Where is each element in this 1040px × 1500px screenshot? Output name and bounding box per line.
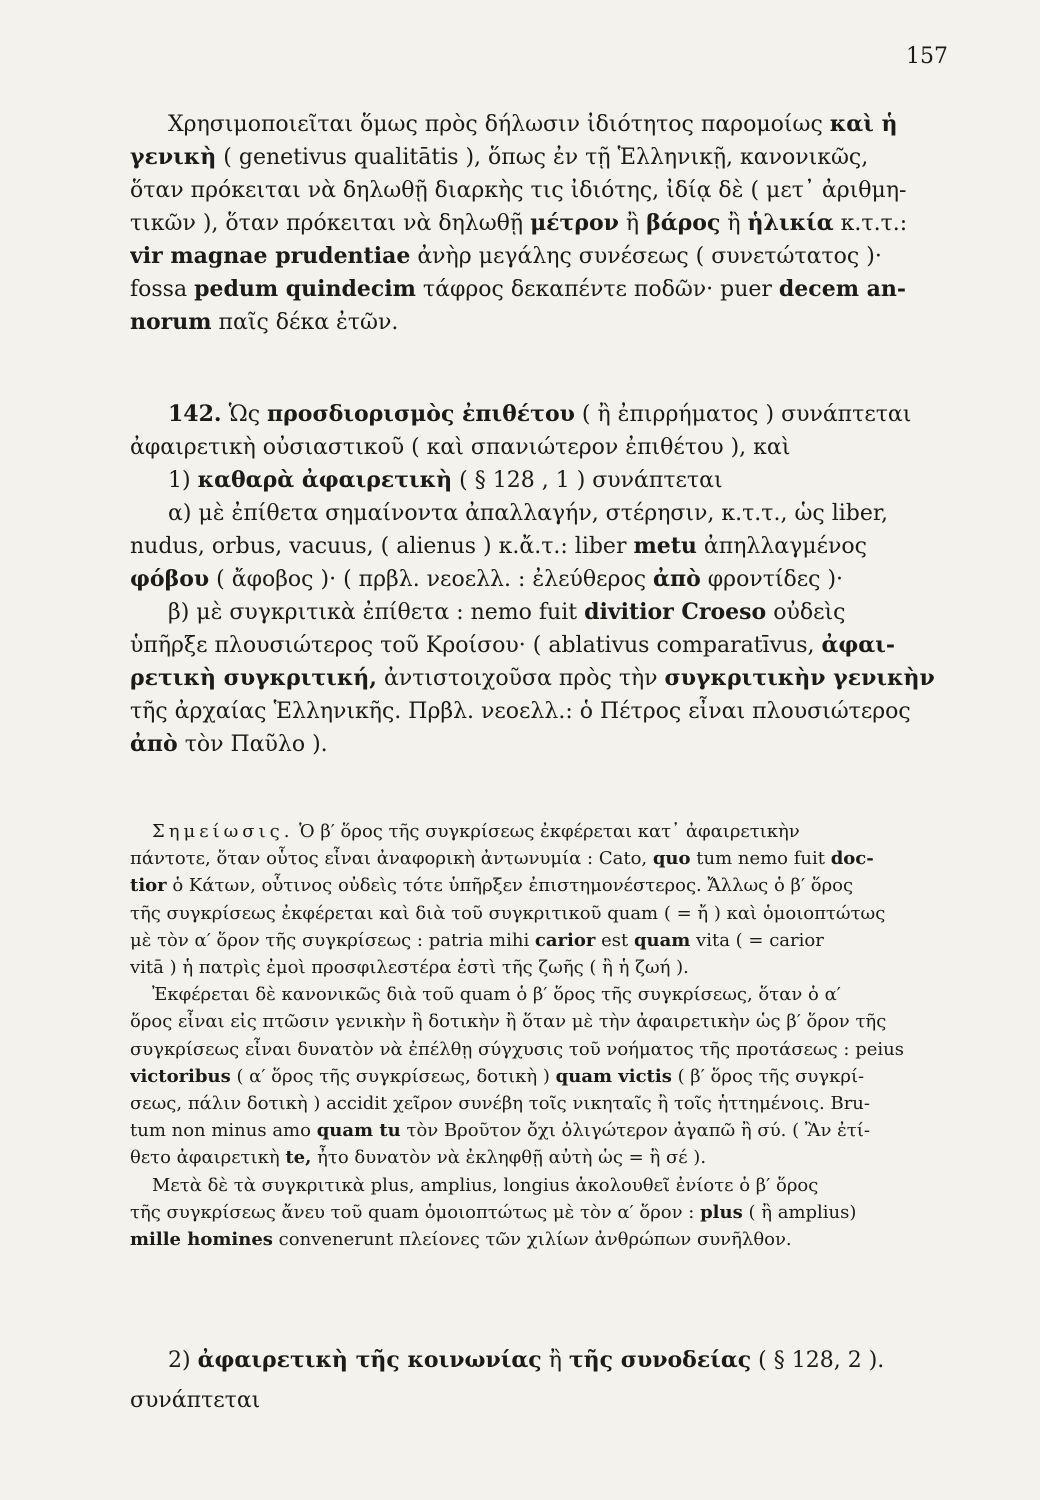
text-line: norum παῖς δέκα ἐτῶν. xyxy=(130,309,399,335)
text-line: πάντοτε, ὅταν οὗτος εἶναι ἀναφορικὴ ἀντωνυμία : Cato, quo tum nemo fuit doc- xyxy=(130,848,874,870)
text-line: vir magnae prudentiae ἀνὴρ μεγάλης συνέσεως ( συνετώτατος )· xyxy=(130,243,882,269)
text-line: ρετικὴ συγκριτική, ἀντιστοιχοῦσα πρὸς τὴν συγκριτικὴν γενικὴν xyxy=(130,665,935,691)
subsection-2-heading: 2) ἀφαιρετικὴ τῆς κοινωνίας ἢ τῆς συνοδείας ( § 128, 2 ). xyxy=(168,1347,885,1373)
text-line: ἀφαιρετικὴ οὐσιαστικοῦ ( καὶ σπανιώτερον ἐπιθέτου ), καὶ xyxy=(130,435,791,460)
text-line: τικῶν ), ὅταν πρόκειται νὰ δηλωθῇ μέτρον ἢ βάρος ἢ ἡλικία κ.τ.τ.: xyxy=(130,210,908,236)
text-line: μὲ τὸν α′ ὅρον τῆς συγκρίσεως : patria mihi carior est quam vita ( = carior xyxy=(130,929,824,951)
text-line: ἀπὸ τὸν Παῦλο ). xyxy=(130,731,328,757)
text-line: γενικὴ ( genetivus qualitātis ), ὅπως ἐν τῇ Ἑλληνικῇ, κανονικῶς, xyxy=(130,144,869,170)
text-line: β) μὲ συγκριτικὰ ἐπίθετα : nemo fuit divitior Croeso οὐδεὶς xyxy=(168,599,846,625)
text-line: ὅρος εἶναι εἰς πτῶσιν γενικὴν ἢ δοτικὴν ἢ ὅταν μὲ τὴν ἀφαιρετικὴν ὡς β′ ὅρον τῆς xyxy=(130,1011,887,1033)
text-line: σεως, πάλιν δοτικὴ ) accidit χεῖρον συνέβη τοῖς νικηταῖς ἢ τοῖς ἡττημένοις. Bru- xyxy=(130,1093,870,1115)
text-line: Χρησιμοποιεῖται ὅμως πρὸς δήλωσιν ἰδιότητος παρομοίως καὶ ἡ xyxy=(168,111,898,137)
subsection-1-heading: 1) καθαρὰ ἀφαιρετικὴ ( § 128 , 1 ) συνάπτεται xyxy=(168,467,723,493)
section-142 xyxy=(130,398,960,761)
text-line: φόβου ( ἄφοβος )· ( πρβλ. νεοελλ. : ἐλεύθερος ἀπὸ φροντίδες )· xyxy=(130,566,844,592)
paragraph-genetive-quality xyxy=(130,108,960,339)
text-line: συγκρίσεως εἶναι δυνατὸν νὰ ἐπέλθῃ σύγχυσις τοῦ νοήματος τῆς προτάσεως : peius xyxy=(130,1038,904,1060)
text-line: τῆς συγκρίσεως ἄνευ τοῦ quam ὁμοιοπτώτως μὲ τὸν α′ ὅρον : plus ( ἢ amplius) xyxy=(130,1201,857,1223)
text-line: Μετὰ δὲ τὰ συγκριτικὰ plus, amplius, longius ἀκολουθεῖ ἐνίοτε ὁ β′ ὅρος xyxy=(152,1174,819,1196)
text-line: victoribus ( α′ ὅρος τῆς συγκρίσεως, δοτικὴ ) quam victis ( β′ ὅρος τῆς συγκρί- xyxy=(130,1065,865,1087)
text-line: Ἐκφέρεται δὲ κανονικῶς διὰ τοῦ quam ὁ β′ ὅρος τῆς συγκρίσεως, ὅταν ὁ α′ xyxy=(152,984,841,1006)
text-line: α) μὲ ἐπίθετα σημαίνοντα ἀπαλλαγήν, στέρησιν, κ.τ.τ., ὡς liber, xyxy=(168,501,888,526)
note-block xyxy=(130,818,960,1253)
section-heading: 142. Ὡς προσδιορισμὸς ἐπιθέτου ( ἢ ἐπιρρήματος ) συνάπτεται xyxy=(168,401,912,427)
text-line: συνάπτεται xyxy=(130,1388,261,1413)
text-line: tior ὁ Κάτων, οὗτινος οὐδεὶς τότε ὑπῆρξεν ἐπιστημονέστερος. Ἄλλως ὁ β′ ὅρος xyxy=(130,875,854,897)
note-heading-line: Σημείωσις. Ὁ β′ ὅρος τῆς συγκρίσεως ἐκφέρεται κατ᾽ ἀφαιρετικὴν xyxy=(152,821,800,842)
text-line: fossa pedum quindecim τάφρος δεκαπέντε ποδῶν· puer decem an- xyxy=(130,276,907,302)
text-line: vitā ) ἡ πατρὶς ἐμοὶ προσφιλεστέρα ἐστὶ τῆς ζωῆς ( ἢ ἡ ζωή ). xyxy=(130,957,689,979)
text-line: mille homines convenerunt πλείονες τῶν χιλίων ἀνθρώπων συνῆλθον. xyxy=(130,1229,792,1251)
subsection-2 xyxy=(130,1340,960,1421)
text-line: τῆς ἀρχαίας Ἑλληνικῆς. Πρβλ. νεοελλ.: ὁ Πέτρος εἶναι πλουσιώτερος xyxy=(130,699,911,724)
text-line: ὅταν πρόκειται νὰ δηλωθῇ διαρκὴς τις ἰδιότης, ἰδίᾳ δὲ ( μετ᾽ ἀριθμη- xyxy=(130,178,907,203)
text-line: nudus, orbus, vacuus, ( alienus ) κ.ἄ.τ.: liber metu ἀπηλλαγμένος xyxy=(130,533,867,559)
text-line: τῆς συγκρίσεως ἐκφέρεται καὶ διὰ τοῦ συγκριτικοῦ quam ( = ἤ ) καὶ ὁμοιοπτώτως xyxy=(130,902,886,924)
page-number: 157 xyxy=(906,44,948,69)
text-line: θετο ἀφαιρετικὴ te, ἦτο δυνατὸν νὰ ἐκληφθῇ αὐτὴ ὡς = ἢ σέ ). xyxy=(130,1147,707,1169)
text-line: tum non minus amo quam tu τὸν Βροῦτον ὄχι ὀλιγώτερον ἀγαπῶ ἢ σύ. ( Ἂν ἐτί- xyxy=(130,1120,870,1142)
text-line: ὑπῆρξε πλουσιώτερος τοῦ Κροίσου· ( ablativus comparatīvus, ἀφαι- xyxy=(130,632,896,658)
